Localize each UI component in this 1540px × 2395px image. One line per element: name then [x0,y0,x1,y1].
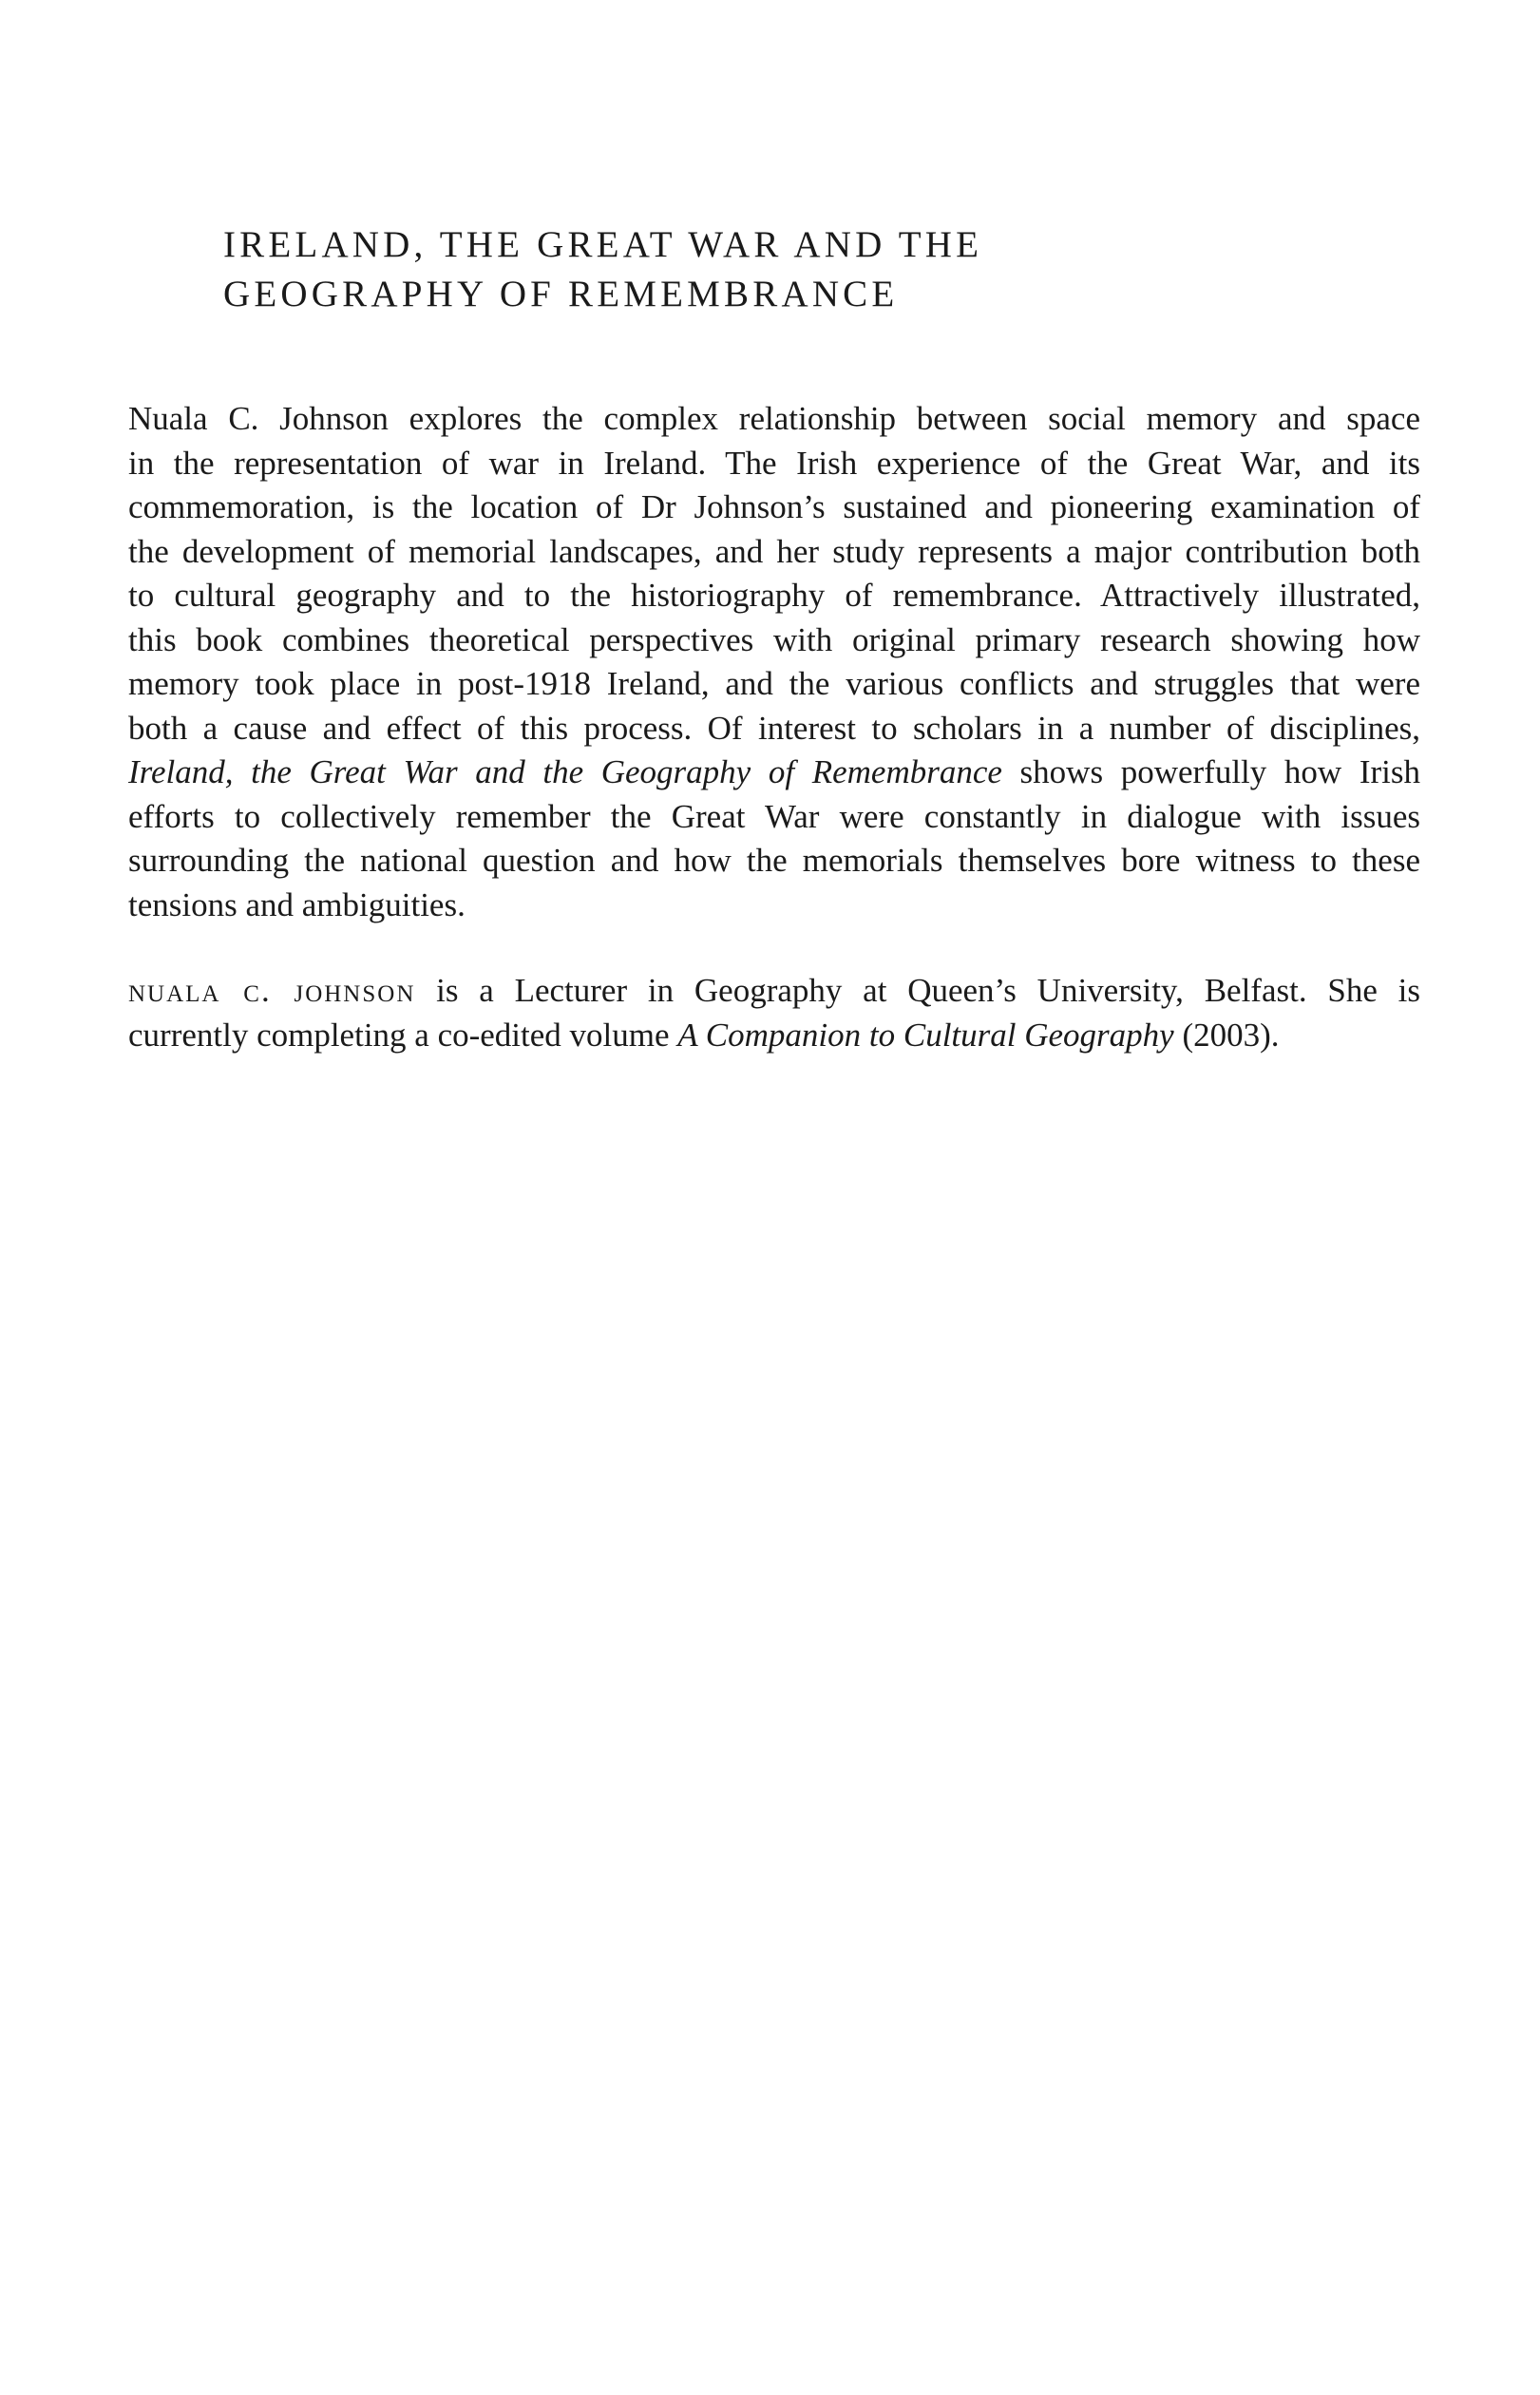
book-title-line-2: GEOGRAPHY OF REMEMBRANCE [223,274,899,314]
book-title [223,220,1363,319]
author-bio-line-2 [128,1014,1420,1058]
description-line-9 [128,751,1420,795]
description-line-7: memory took place in post-1918 Ireland, and the various conflicts and struggles that were [128,665,1420,702]
description-line-1: Nuala C. Johnson explores the complex relationship between social memory and space [128,400,1420,437]
description-line-5: to cultural geography and to the historiography of remembrance. Attractively illustrated, [128,577,1420,614]
description-line-3: commemoration, is the location of Dr Johnson’s sustained and pioneering examination of [128,488,1420,525]
book-title-line-1: IRELAND, THE GREAT WAR AND THE [223,224,983,265]
description-line-12: tensions and ambiguities. [128,885,466,923]
author-bio [128,969,1420,1057]
author-bio-line-2-prefix: currently completing a co-edited volume [128,1016,678,1054]
book-title-italic: Ireland, the Great War and the Geography of Remembrance [128,753,1002,790]
description-line-9-rest: shows powerfully how Irish [1001,753,1420,790]
companion-book-title: A Companion to Cultural Geography [677,1016,1174,1054]
author-name: nuala c. johnson [128,972,416,1009]
description-line-4: the development of memorial landscapes, and her study represents a major contribution both [128,532,1420,570]
author-bio-line-2-suffix: (2003). [1173,1016,1280,1054]
description-line-2: in the representation of war in Ireland. The Irish experience of the Great War, and its [128,444,1420,482]
author-bio-line-1-rest: is a Lecturer in Geography at Queen’s University, Belfast. She is [415,972,1420,1009]
author-bio-line-1 [128,969,1420,1014]
book-description [128,397,1420,927]
description-line-10: efforts to collectively remember the Great War were constantly in dialogue with issues [128,797,1420,835]
description-line-6: this book combines theoretical perspectives with original primary research showing how [128,620,1420,658]
description-line-8: both a cause and effect of this process. Of interest to scholars in a number of disciplines, [128,709,1420,747]
description-line-11: surrounding the national question and how the memorials themselves bore witness to these [128,842,1420,879]
